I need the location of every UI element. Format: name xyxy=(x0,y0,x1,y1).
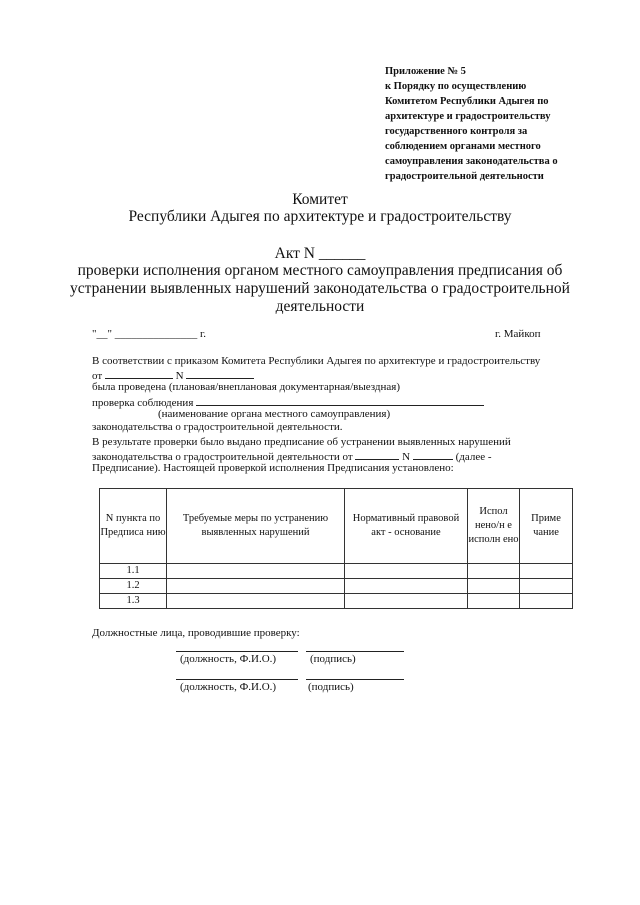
position-line-1 xyxy=(176,651,298,652)
col-header-number: N пункта по Предписа нию xyxy=(100,489,167,564)
position-label-1: (должность, Ф.И.О.) xyxy=(180,653,277,665)
body-line-3: была проведена (плановая/внеплановая документарная/выездная) xyxy=(92,381,400,393)
body-line-7: В результате проверки было выдано предписание об устранении выявленных нарушений xyxy=(92,436,511,448)
cell-measures xyxy=(167,579,345,594)
cell-measures xyxy=(167,594,345,609)
cell-number: 1.1 xyxy=(100,564,167,579)
appendix-line: государственного контроля за xyxy=(385,126,528,137)
table-header-row xyxy=(100,489,573,564)
authority-name-blank xyxy=(196,395,484,406)
cell-basis xyxy=(345,579,468,594)
act-purpose xyxy=(0,262,640,316)
order-number-blank-2 xyxy=(413,449,453,460)
order-number-blank xyxy=(186,368,254,379)
appendix-line: к Порядку по осуществлению xyxy=(385,81,527,92)
cell-note xyxy=(520,579,573,594)
body-number-label-2: N xyxy=(402,451,411,463)
table-row xyxy=(100,564,573,579)
appendix-line: самоуправления законодательства о xyxy=(385,156,558,167)
position-line-2 xyxy=(176,679,298,680)
signatures-intro: Должностные лица, проводившие проверку: xyxy=(92,627,300,639)
order-date-blank xyxy=(105,368,173,379)
cell-number: 1.3 xyxy=(100,594,167,609)
cell-status xyxy=(468,564,520,579)
body-line-5: (наименование органа местного самоуправления) xyxy=(158,408,391,420)
body-number-label: N xyxy=(175,370,184,382)
col-header-measures: Требуемые меры по устранению выявленных нарушений xyxy=(167,489,345,564)
body-text: (далее - xyxy=(455,451,492,463)
body-line-9: Предписание). Настоящей проверкой исполнения Предписания установлено: xyxy=(92,462,454,474)
cell-measures xyxy=(167,564,345,579)
purpose-line: устранении выявленных нарушений законодательства о градостроительной xyxy=(70,280,570,297)
cell-basis xyxy=(345,594,468,609)
table-row xyxy=(100,594,573,609)
col-header-status: Испол нено/н е исполн ено xyxy=(468,489,520,564)
org-name-line2: Республики Адыгея по архитектуре и градостроительству xyxy=(128,208,512,225)
position-label-2: (должность, Ф.И.О.) xyxy=(180,681,277,693)
org-name-line1: Комитет xyxy=(292,191,348,208)
cell-basis xyxy=(345,564,468,579)
act-title: Акт N ______ xyxy=(274,245,366,262)
cell-status xyxy=(468,594,520,609)
body-from-label: от xyxy=(92,370,103,382)
purpose-line: деятельности xyxy=(275,298,365,315)
appendix-line: Приложение № 5 xyxy=(385,66,466,77)
order-date-blank-2 xyxy=(355,449,399,460)
signature-label-1: (подпись) xyxy=(310,653,356,665)
body-text: законодательства о градостроительной деятельности от xyxy=(92,451,353,463)
cell-number: 1.2 xyxy=(100,579,167,594)
appendix-line: соблюдением органами местного xyxy=(385,141,541,152)
body-line-1: В соответствии с приказом Комитета Республики Адыгея по архитектуре и градостроительству xyxy=(92,355,541,367)
signature-label-2: (подпись) xyxy=(308,681,354,693)
signature-line-2 xyxy=(306,679,404,680)
table-row xyxy=(100,579,573,594)
col-header-basis: Нормативный правовой акт - основание xyxy=(345,489,468,564)
cell-note xyxy=(520,594,573,609)
city-name: г. Майкоп xyxy=(495,328,541,340)
cell-note xyxy=(520,564,573,579)
col-header-note: Приме чание xyxy=(520,489,573,564)
appendix-line: архитектуре и градостроительству xyxy=(385,111,551,122)
findings-table xyxy=(99,488,573,609)
cell-status xyxy=(468,579,520,594)
appendix-block xyxy=(385,64,635,184)
appendix-line: градостроительной деятельности xyxy=(385,171,544,182)
signature-line-1 xyxy=(306,651,404,652)
purpose-line: проверки исполнения органом местного самоуправления предписания об xyxy=(77,262,563,279)
appendix-line: Комитетом Республики Адыгея по xyxy=(385,96,549,107)
date-field: "__" _______________ г. xyxy=(92,328,207,340)
body-line-6: законодательства о градостроительной деятельности. xyxy=(92,421,343,433)
inspection-label: проверка соблюдения xyxy=(92,397,194,409)
